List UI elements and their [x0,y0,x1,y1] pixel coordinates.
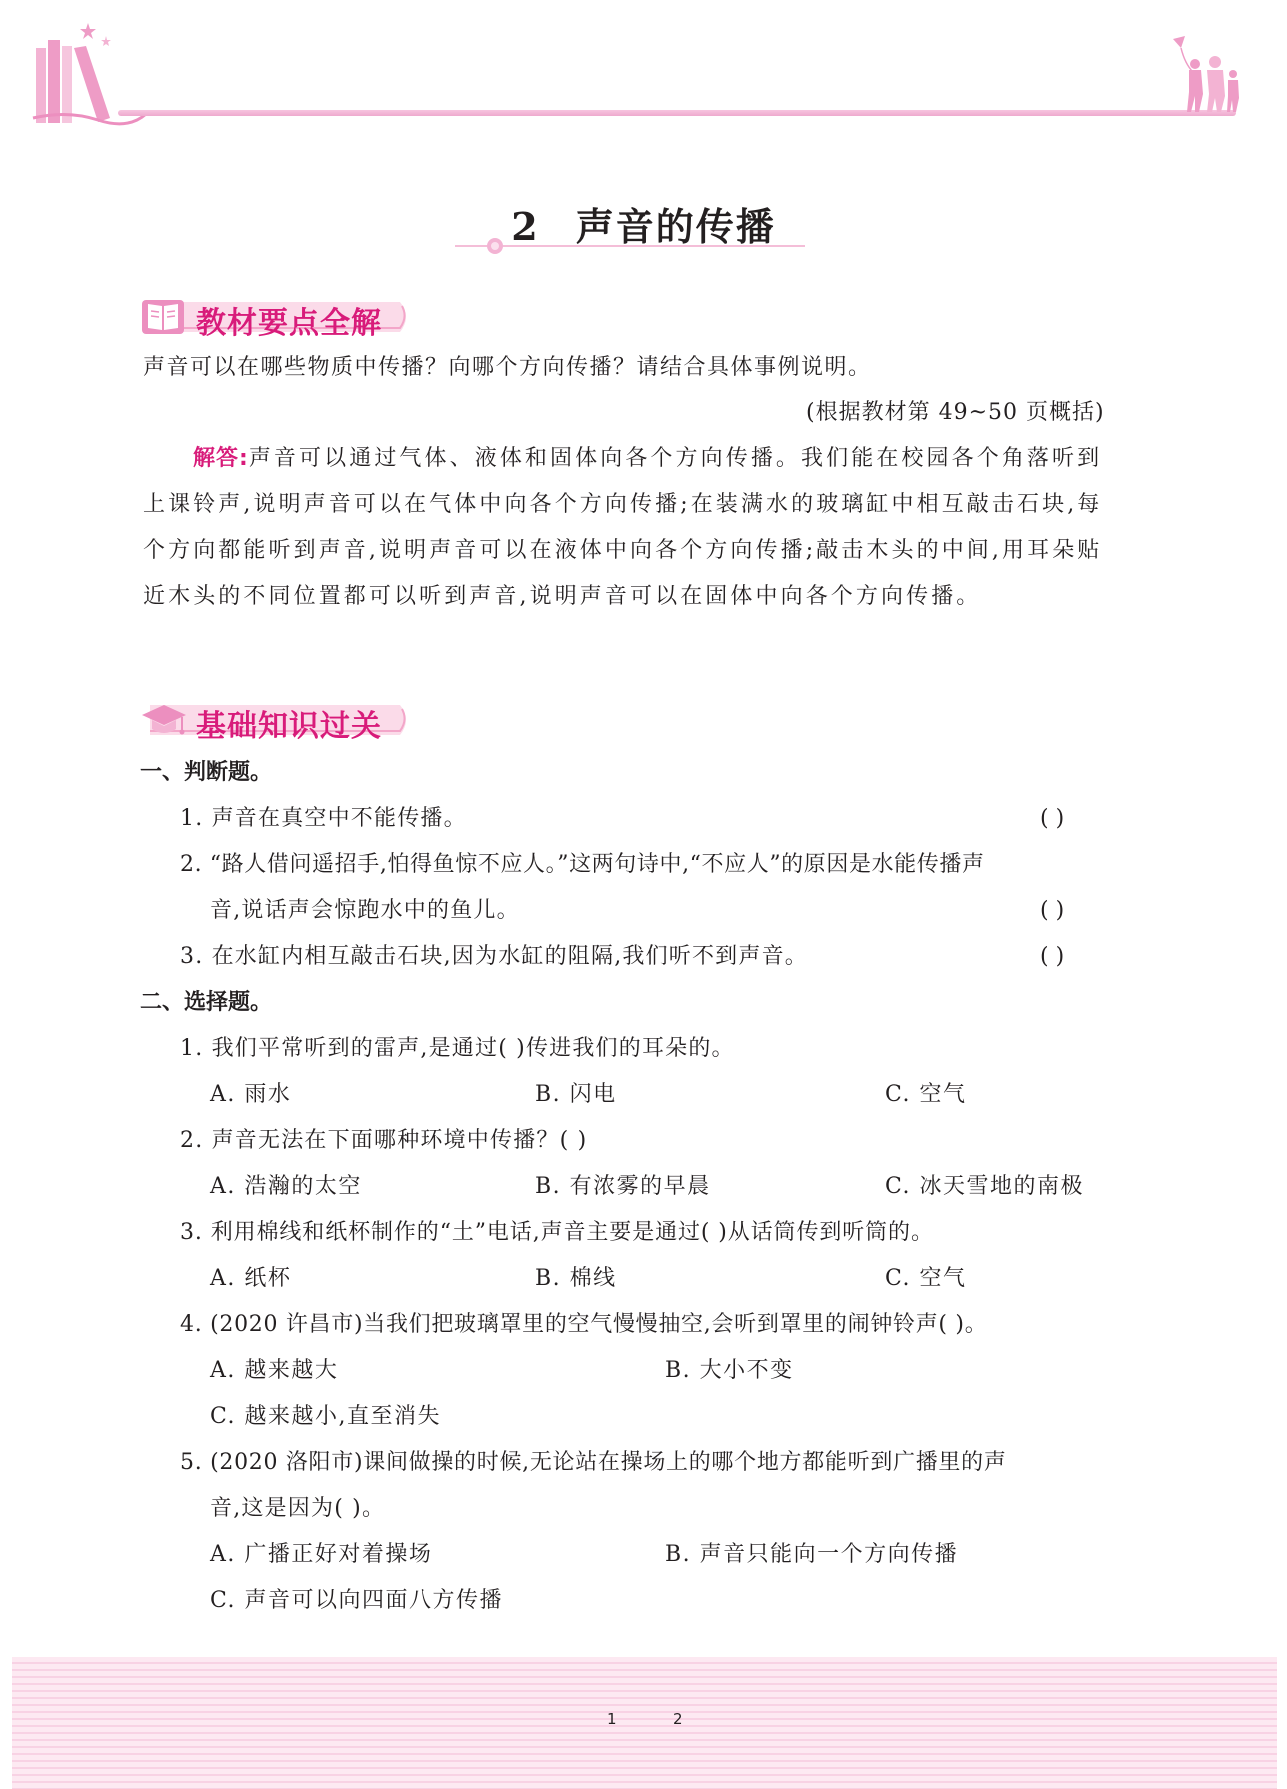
option-b[interactable]: B. 声音只能向一个方向传播 [665,1542,959,1567]
option-b[interactable]: B. 有浓雾的早晨 [535,1174,711,1199]
section-title: 基础知识过关 [196,709,382,744]
choice-item-5-cont: 音,这是因为( )。 [210,1496,386,1521]
judge-item-3 [180,934,808,980]
option-c[interactable]: C. 空气 [885,1082,967,1107]
option-a[interactable]: A. 雨水 [210,1082,292,1107]
kids-with-kite-icon [1155,34,1245,114]
item-text: 利用棉线和纸杯制作的“土”电话,声音主要是通过( )从话筒传到听筒的。 [210,1220,934,1245]
item-number: 3. [180,1220,203,1245]
option-b[interactable]: B. 闪电 [535,1082,617,1107]
answer-blank[interactable]: ( ) [1040,806,1065,831]
item-text: 声音无法在下面哪种环境中传播？( ) [211,1128,588,1153]
item-text: (2020 许昌市)当我们把玻璃罩里的空气慢慢抽空,会听到罩里的闹钟铃声( )。 [210,1312,988,1337]
section-banner-basic-knowledge [140,693,420,747]
option-b[interactable]: B. 大小不变 [665,1358,794,1383]
question-text: 声音可以在哪些物质中传播？向哪个方向传播？请结合具体事例说明。 [143,355,872,380]
item-text: 声音在真空中不能传播。 [211,806,467,831]
item-text: (2020 洛阳市)课间做操的时候,无论站在操场上的哪个地方都能听到广播里的声 [210,1450,1007,1475]
choice-item-1 [180,1026,735,1072]
option-b[interactable]: B. 棉线 [535,1266,617,1291]
item-number: 1. [180,1036,204,1061]
option-c[interactable]: C. 空气 [885,1266,967,1291]
item-number: 5. [180,1450,203,1475]
chapter-number: 2 [511,204,540,249]
item-text: 我们平常听到的雷声,是通过( )传进我们的耳朵的。 [211,1036,735,1061]
option-a[interactable]: A. 纸杯 [210,1266,292,1291]
judge-item-2 [180,842,985,888]
section-banner-textbook-points [140,290,420,344]
chapter-title-text: 声音的传播 [575,204,776,249]
answer-label: 解答: [193,446,249,471]
answer-blank[interactable]: ( ) [1040,944,1065,969]
item-number: 1. [180,806,204,831]
option-a[interactable]: A. 广播正好对着操场 [210,1542,433,1567]
option-a[interactable]: A. 浩瀚的太空 [210,1174,362,1199]
choice-item-5 [180,1440,1007,1486]
item-text: “路人借问遥招手,怕得鱼惊不应人。”这两句诗中,“不应人”的原因是水能传播声 [209,852,985,877]
section-title: 教材要点全解 [196,306,382,341]
judge-item-1 [180,796,467,842]
choice-item-2 [180,1118,587,1164]
choice-item-3 [180,1210,934,1256]
footer-band [12,1657,1277,1789]
part2-heading: 二、选择题。 [140,990,273,1015]
part1-heading: 一、判断题。 [140,760,273,785]
book-icon [140,294,186,340]
graduation-cap-icon [140,697,188,743]
option-a[interactable]: A. 越来越大 [210,1358,339,1383]
option-c[interactable]: C. 越来越小,直至消失 [210,1404,442,1429]
header-rule [118,110,1236,116]
judge-item-2-cont: 音,说话声会惊跑水中的鱼儿。 [210,898,520,923]
answer-blank[interactable]: ( ) [1040,898,1065,923]
item-number: 2. [180,1128,204,1153]
option-c[interactable]: C. 冰天雪地的南极 [885,1174,1085,1199]
title-underline [455,236,805,256]
item-text: 在水缸内相互敲击石块,因为水缸的阻隔,我们听不到声音。 [211,944,808,969]
choice-item-4 [180,1302,987,1348]
item-number: 2. [180,852,203,877]
page-number-left: 1 [607,1710,617,1728]
answer-paragraph [143,436,1118,620]
item-number: 3. [180,944,204,969]
source-note: (根据教材第 49~50 页概括) [806,400,1105,425]
option-c[interactable]: C. 声音可以向四面八方传播 [210,1588,504,1613]
answer-text: 声音可以通过气体、液体和固体向各个方向传播。我们能在校园各个角落听到上课铃声,说明声音可以在气体中向各个方向传播;在装满水的玻璃缸中相互敲击石块,每个方向都能听到声音,说明声音可以在液体中向各个方向传播;敲击木头的中间,用耳朵贴近木头的不同位置都可以听到声音,说明声音可以在固体中向各个方向传播。 [143,446,1103,609]
page-number-right: 2 [673,1710,683,1728]
item-number: 4. [180,1312,203,1337]
